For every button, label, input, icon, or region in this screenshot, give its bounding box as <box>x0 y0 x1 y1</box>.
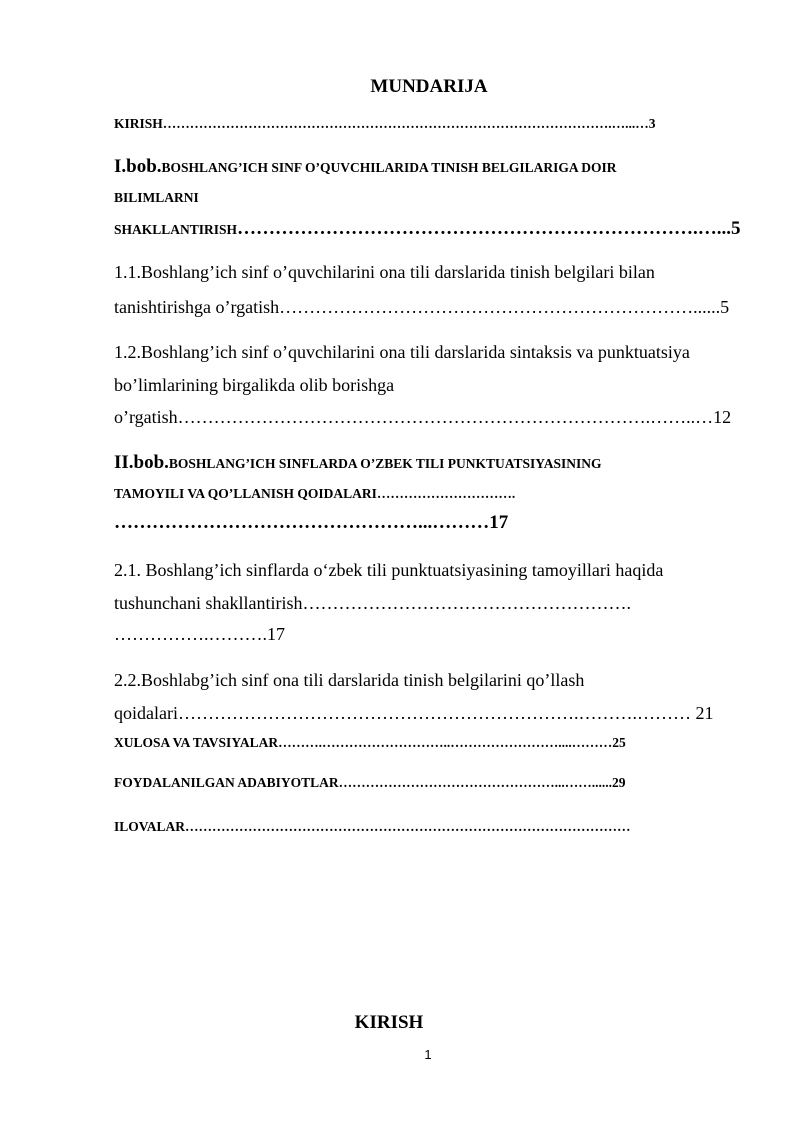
toc-entry-1-2-line-1: 1.2.Boshlang’ich sinf o’quvchilarini ona tili darslarida sintaksis va punktuatsiya <box>114 342 690 362</box>
toc-entry-1-1-line-2: tanishtirishga o’rgatish……………………………………………………………......5 <box>114 297 730 317</box>
toc-entry-2-2-line-1: 2.2.Boshlabg’ich sinf ona tili darslarida tinish belgilarini qo’llash <box>114 670 585 690</box>
toc-entry-chapter-1 <box>114 156 744 178</box>
toc-entry-2-2-line-2: qoidalari………………………………………………………….……….……… 21 <box>114 703 714 723</box>
toc-entry-1-2-line-3: o’rgatish…………………………………………………………………….……..…12 <box>114 407 732 427</box>
toc-entry-xulosa: XULOSA VA TAVSIYALAR……….………………………..……………………....………25 <box>114 735 626 750</box>
toc-entry-2-1-line-1: 2.1. Boshlang’ich sinflarda o‘zbek tili punktuatsiyasining tamoyillari haqida <box>114 560 664 580</box>
toc-entry-kirish: KIRISH……………………………………………………………………………………….…...…3 <box>114 116 656 131</box>
toc-entry-foydalanilgan: FOYDALANILGAN ADABIYOTLAR…………………………………………...……......29 <box>114 775 626 790</box>
toc-entry-chapter-2 <box>114 452 744 474</box>
toc-entry-ilovalar: ILOVALAR……………………………………………………………………………………… <box>114 819 631 834</box>
chapter-1-prefix: I.bob. <box>114 156 162 177</box>
chapter-1-title-line-1: BOSHLANG’ICH SINF O’QUVCHILARIDA TINISH BELGILARIGA DOIR <box>161 160 617 175</box>
next-section-heading: KIRISH <box>354 1012 424 1033</box>
toc-title: MUNDARIJA <box>370 76 488 97</box>
chapter-1-leader: ……………………………………………………………….…...5 <box>237 218 741 239</box>
toc-entry-1-1-line-1: 1.1.Boshlang’ich sinf o’quvchilarini ona tili darslarida tinish belgilari bilan <box>114 262 655 282</box>
chapter-2-prefix: II.bob. <box>114 452 169 473</box>
chapter-1-title-line-3 <box>114 218 744 240</box>
page-number: 1 <box>424 1047 432 1062</box>
chapter-1-title-line-3-text: SHAKLLANTIRISH <box>114 222 238 237</box>
chapter-2-title-line-2: TAMOYILI VA QO’LLANISH QOIDALARI…………………………. <box>114 486 516 501</box>
chapter-2-title-line-3: …………………………………………...………17 <box>114 512 509 533</box>
toc-entry-2-1-line-3: …………….……….17 <box>114 624 285 644</box>
toc-entry-1-2-line-2: bo’limlarining birgalikda olib borishga <box>114 375 395 395</box>
chapter-2-title-line-1: BOSHLANG’ICH SINFLARDA O’ZBEK TILI PUNKTUATSIYASINING <box>168 456 602 471</box>
toc-entry-2-1-line-2: tushunchani shakllantirish………………………………………………. <box>114 593 631 613</box>
chapter-1-title-line-2: BILIMLARNI <box>114 190 199 205</box>
